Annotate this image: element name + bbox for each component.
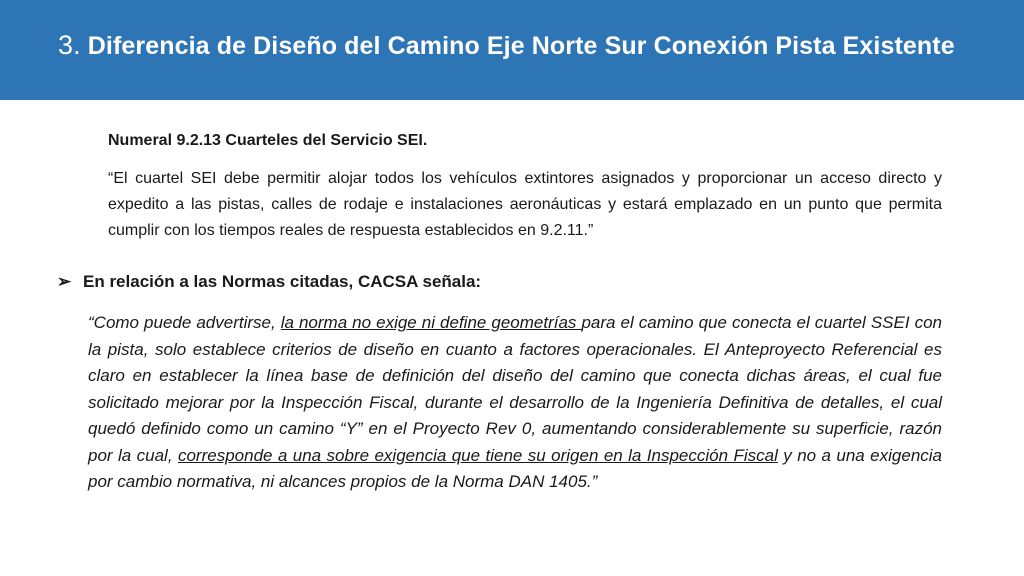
- slide-title-text: Diferencia de Diseño del Camino Eje Norte Sur Conexión Pista Existente: [87, 32, 955, 60]
- bullet-heading: [57, 272, 481, 292]
- cacsa-quote: [88, 310, 942, 496]
- cacsa-quote-part2: para el camino que conecta el cuartel SSEI con la pista, solo establece criterios de diseño en cuanto a factores operacionales. El Anteproyecto Referencial es claro en establecer la línea base de definición del diseño del camino que conecta dichas áreas, el cual fue solicitado mejorar por la Inspección Fiscal, durante el desarrollo de la Ingeniería Definitiva de detalles, el cual quedó definido como un camino “Y” en el Proyecto Rev 0, aumentando considerablemente su superficie, razón por la cual,: [88, 313, 942, 465]
- title-banner: [0, 0, 1024, 100]
- cacsa-quote-underline2: corresponde a una sobre exigencia que tiene su origen en la Inspección Fiscal: [177, 445, 778, 465]
- cacsa-quote-underline1: la norma no exige ni define geometrías: [280, 313, 582, 332]
- arrow-bullet-icon: ➢: [57, 272, 72, 291]
- numeral-heading: Numeral 9.2.13 Cuarteles del Servicio SEI.: [108, 132, 428, 149]
- bullet-text: En relación a las Normas citadas, CACSA señala:: [83, 272, 482, 291]
- cacsa-quote-part3: y no a una exigencia por cambio normativa, ni alcances propios de la Norma DAN 1405.”: [88, 445, 943, 491]
- slide-title: [58, 30, 955, 61]
- slide-number: 3.: [58, 30, 81, 60]
- norm-quote: “El cuartel SEI debe permitir alojar todos los vehículos extintores asignados y proporcionar un acceso directo y expedito a las pistas, calles de rodaje e instalaciones aeronáuticas y estará emplazado en un punto que permita cumplir con los tiempos reales de respuesta establecidos en 9.2.11.”: [108, 170, 942, 239]
- cacsa-quote-part1: “Como puede advertirse,: [88, 313, 281, 332]
